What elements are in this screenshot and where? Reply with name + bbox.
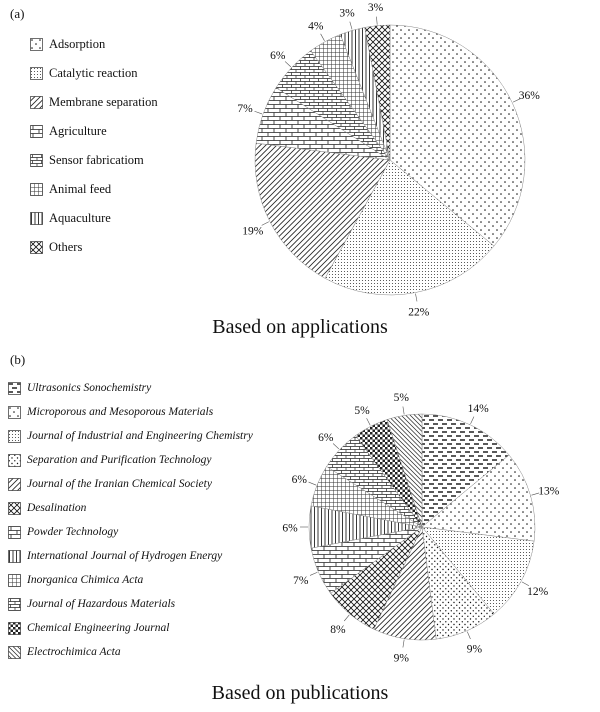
label-leader-line bbox=[333, 443, 339, 448]
legend-item-membrane-separation bbox=[30, 88, 158, 117]
legend-label: Adsorption bbox=[49, 37, 106, 51]
legend-item-journal-of-the-iranian-chemical-society bbox=[8, 472, 253, 496]
legend-item-sensor-fabricatiom bbox=[30, 146, 158, 175]
legend-item-agriculture bbox=[30, 117, 158, 146]
pie-percent-label-animal-feed: 4% bbox=[308, 20, 324, 33]
legend-label: Others bbox=[49, 240, 83, 254]
legend-publications bbox=[8, 376, 253, 664]
legend-label: International Journal of Hydrogen Energy bbox=[27, 550, 223, 562]
pie-percent-label-separation-and-purification-technology: 9% bbox=[466, 643, 483, 656]
legend-swatch-dots2-icon bbox=[8, 430, 21, 443]
legend-item-chemical-engineering-journal bbox=[8, 616, 253, 640]
legend-item-separation-and-purification-technology bbox=[8, 448, 253, 472]
legend-swatch-brick-icon bbox=[30, 125, 43, 138]
pie-percent-label-adsorption: 36% bbox=[518, 89, 540, 102]
legend-label: Journal of Hazardous Materials bbox=[27, 598, 176, 610]
pie-percent-label-catalytic-reaction: 22% bbox=[408, 306, 430, 319]
legend-swatch-dash-icon bbox=[8, 382, 21, 395]
legend-swatch-cross-icon bbox=[8, 502, 21, 515]
pie-percent-label-aquaculture: 3% bbox=[339, 7, 355, 20]
legend-swatch-brick-icon bbox=[8, 526, 21, 539]
legend-swatch-brick2-icon bbox=[8, 598, 21, 611]
legend-item-powder-technology bbox=[8, 520, 253, 544]
pie-percent-label-sensor-fabricatiom: 6% bbox=[270, 49, 286, 62]
pie-percent-label-inorganica-chimica-acta: 6% bbox=[291, 473, 307, 486]
legend-label: Electrochimica Acta bbox=[27, 646, 121, 658]
legend-item-desalination bbox=[8, 496, 253, 520]
legend-label: Journal of the Iranian Chemical Society bbox=[27, 478, 212, 490]
legend-item-electrochimica-acta bbox=[8, 640, 253, 664]
label-leader-line bbox=[403, 407, 404, 415]
legend-swatch-brick2-icon bbox=[30, 154, 43, 167]
pie-percent-label-journal-of-the-iranian-chemical-society: 9% bbox=[393, 652, 410, 665]
panel-b-label: (b) bbox=[10, 352, 26, 367]
legend-label: Animal feed bbox=[49, 182, 112, 196]
legend-label: Desalination bbox=[27, 502, 87, 514]
legend-swatch-grid-icon bbox=[8, 574, 21, 587]
legend-swatch-diag-icon bbox=[8, 478, 21, 491]
legend-label: Aquaculture bbox=[49, 211, 111, 225]
label-leader-line bbox=[403, 640, 404, 648]
legend-swatch-dots1-icon bbox=[30, 38, 43, 51]
legend-label: Powder Technology bbox=[27, 526, 119, 538]
pie-percent-label-membrane-separation: 19% bbox=[242, 225, 264, 238]
legend-label: Inorganica Chimica Acta bbox=[27, 574, 144, 586]
caption-applications: Based on applications bbox=[212, 316, 388, 338]
legend-label: Microporous and Mesoporous Materials bbox=[27, 406, 214, 418]
legend-item-catalytic-reaction bbox=[30, 59, 158, 88]
label-leader-line bbox=[367, 418, 371, 425]
label-leader-line bbox=[415, 294, 416, 302]
pie-percent-label-desalination: 8% bbox=[330, 624, 346, 637]
panel-a-label: (a) bbox=[10, 6, 25, 21]
legend-swatch-checker-icon bbox=[8, 622, 21, 635]
caption-publications: Based on publications bbox=[211, 682, 389, 704]
legend-item-international-journal-of-hydrogen-energy bbox=[8, 544, 253, 568]
label-leader-line bbox=[467, 632, 470, 639]
legend-label: Catalytic reaction bbox=[49, 66, 138, 80]
label-leader-line bbox=[344, 615, 349, 621]
pie-percent-label-journal-of-hazardous-materials: 6% bbox=[318, 432, 334, 445]
pie-percent-label-international-journal-of-hydrogen-energy: 6% bbox=[282, 522, 298, 535]
legend-label: Agriculture bbox=[49, 124, 107, 138]
pie-percent-label-powder-technology: 7% bbox=[293, 574, 309, 587]
pie-percent-label-electrochimica-acta: 5% bbox=[393, 391, 410, 404]
legend-label: Journal of Industrial and Engineering Chemistry bbox=[27, 430, 253, 442]
legend-swatch-cross-icon bbox=[30, 241, 43, 254]
pie-percent-label-journal-of-industrial-and-engineering-chemistry: 12% bbox=[527, 585, 549, 598]
pie-chart-publications bbox=[282, 362, 600, 692]
pie-percent-label-ultrasonics-sonochemistry: 14% bbox=[467, 402, 489, 415]
label-leader-line bbox=[255, 111, 263, 114]
legend-item-adsorption bbox=[30, 30, 158, 59]
pie-chart-applications bbox=[235, 0, 600, 335]
legend-swatch-vert-icon bbox=[8, 550, 21, 563]
label-leader-line bbox=[285, 61, 291, 66]
legend-swatch-dots1-icon bbox=[8, 406, 21, 419]
legend-swatch-diag2-icon bbox=[8, 646, 21, 659]
legend-swatch-diag-icon bbox=[30, 96, 43, 109]
label-leader-line bbox=[376, 17, 377, 25]
legend-swatch-dots2-icon bbox=[30, 67, 43, 80]
legend-label: Chemical Engineering Journal bbox=[27, 622, 170, 634]
legend-item-others bbox=[30, 233, 158, 262]
legend-label: Sensor fabricatiom bbox=[49, 153, 144, 167]
legend-item-aquaculture bbox=[30, 204, 158, 233]
legend-swatch-dots3-icon bbox=[8, 454, 21, 467]
legend-item-microporous-and-mesoporous-materials bbox=[8, 400, 253, 424]
legend-swatch-grid-icon bbox=[30, 183, 43, 196]
legend-item-ultrasonics-sonochemistry bbox=[8, 376, 253, 400]
legend-label: Membrane separation bbox=[49, 95, 158, 109]
legend-label: Separation and Purification Technology bbox=[27, 454, 212, 466]
label-leader-line bbox=[471, 417, 474, 424]
label-leader-line bbox=[309, 482, 316, 485]
label-leader-line bbox=[350, 22, 352, 30]
pie-percent-label-chemical-engineering-journal: 5% bbox=[354, 404, 370, 417]
legend-applications bbox=[30, 30, 158, 262]
legend-item-journal-of-industrial-and-engineering-chemistry bbox=[8, 424, 253, 448]
pie-percent-label-others: 3% bbox=[367, 2, 384, 15]
legend-label: Ultrasonics Sonochemistry bbox=[27, 382, 152, 394]
pie-percent-label-microporous-and-mesoporous-materials: 13% bbox=[538, 485, 560, 498]
legend-item-inorganica-chimica-acta bbox=[8, 568, 253, 592]
label-leader-line bbox=[321, 34, 325, 41]
legend-item-animal-feed bbox=[30, 175, 158, 204]
legend-swatch-vert-icon bbox=[30, 212, 43, 225]
pie-percent-label-agriculture: 7% bbox=[237, 103, 253, 116]
legend-item-journal-of-hazardous-materials bbox=[8, 592, 253, 616]
label-leader-line bbox=[310, 572, 317, 575]
